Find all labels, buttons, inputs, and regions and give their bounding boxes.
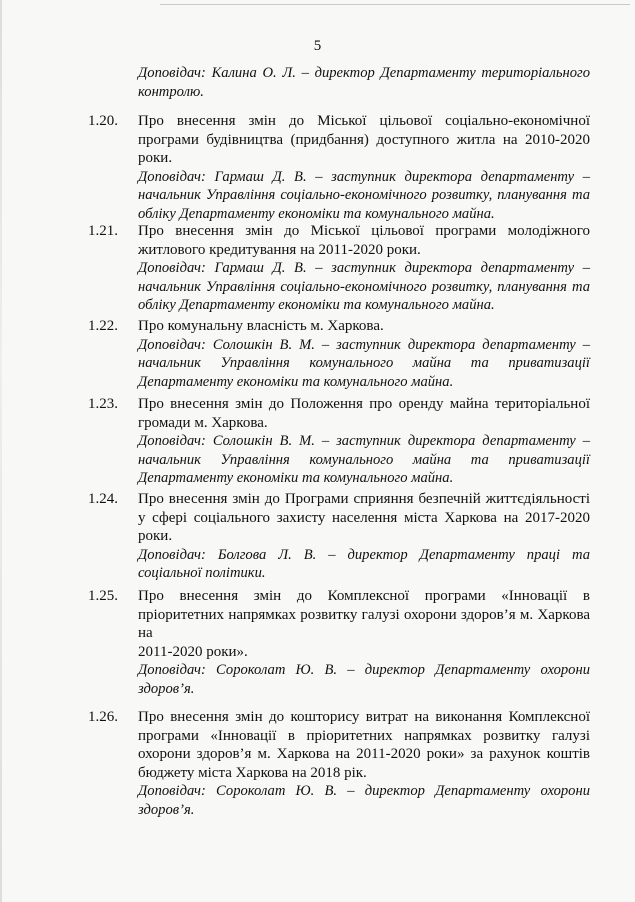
item-number: 1.26. bbox=[88, 709, 118, 725]
item-number: 1.23. bbox=[88, 396, 118, 412]
item-number: 1.24. bbox=[88, 491, 118, 507]
reporter-line: Доповідач: Солошкін В. М. – заступник директора департаменту – начальник Управління комунального майна та приватизації Департаменту економіки та комунального майна. bbox=[138, 336, 590, 390]
item-text: Про внесення змін до Міської цільової соціально-економічної програми будівництва (придбання) доступного житла на 2010-2020 роки. bbox=[138, 113, 590, 166]
scan-edge-top bbox=[160, 4, 630, 5]
scan-edge-left bbox=[0, 0, 2, 902]
item-text: Про внесення змін до Міської цільової програми молодіжного житлового кредитування на 2011-2020 роки. bbox=[138, 223, 590, 258]
item-number: 1.25. bbox=[88, 588, 118, 604]
page-number: 5 bbox=[313, 38, 322, 54]
reporter-line: Доповідач: Калина О. Л. – директор Департаменту територіального контролю. bbox=[138, 65, 590, 100]
item-text-line-2: 2011-2020 роки». bbox=[138, 643, 248, 660]
reporter-line: Доповідач: Сороколат Ю. В. – директор Департаменту охорони здоров’я. bbox=[138, 662, 590, 697]
item-text: Про внесення змін до Програми сприяння безпечній життєдіяльності у сфері соціального захисту населення міста Харкова на 2017-2020 роки. bbox=[138, 491, 590, 544]
reporter-line: Доповідач: Сороколат Ю. В. – директор Департаменту охорони здоров’я. bbox=[138, 783, 590, 818]
item-text: Про комунальну власність м. Харкова. bbox=[138, 318, 384, 334]
reporter-line: Доповідач: Солошкін В. М. – заступник директора департаменту – начальник Управління комунального майна та приватизації Департаменту економіки та комунального майна. bbox=[138, 433, 590, 486]
reporter-line: Доповідач: Гармаш Д. В. – заступник директора департаменту – начальник Управління соціально-економічного розвитку, планування та обліку Департаменту економіки та комунального майна. bbox=[138, 168, 590, 222]
item-number: 1.20. bbox=[88, 113, 118, 129]
item-number: 1.21. bbox=[88, 223, 118, 239]
item-text: Про внесення змін до Положення про оренду майна територіальної громади м. Харкова. bbox=[138, 396, 590, 431]
item-text-line-1: Про внесення змін до Комплексної програми «Інновації в пріоритетних напрямках розвитку галузі охорони здоров’я м. Харкова на bbox=[138, 588, 590, 641]
reporter-line: Доповідач: Болгова Л. В. – директор Департаменту праці та соціальної політики. bbox=[138, 546, 590, 581]
reporter-line: Доповідач: Гармаш Д. В. – заступник директора департаменту – начальник Управління соціально-економічного розвитку, планування та обліку Департаменту економіки та комунального майна. bbox=[138, 260, 590, 313]
item-number: 1.22. bbox=[88, 318, 118, 334]
item-text: Про внесення змін до кошторису витрат на виконання Комплексної програми «Інновації в пріоритетних напрямках розвитку галузі охорони здоров’я м. Харкова на 2011-2020 роки» за рахунок коштів бюджету міста Харкова на 2018 рік. bbox=[138, 709, 590, 781]
